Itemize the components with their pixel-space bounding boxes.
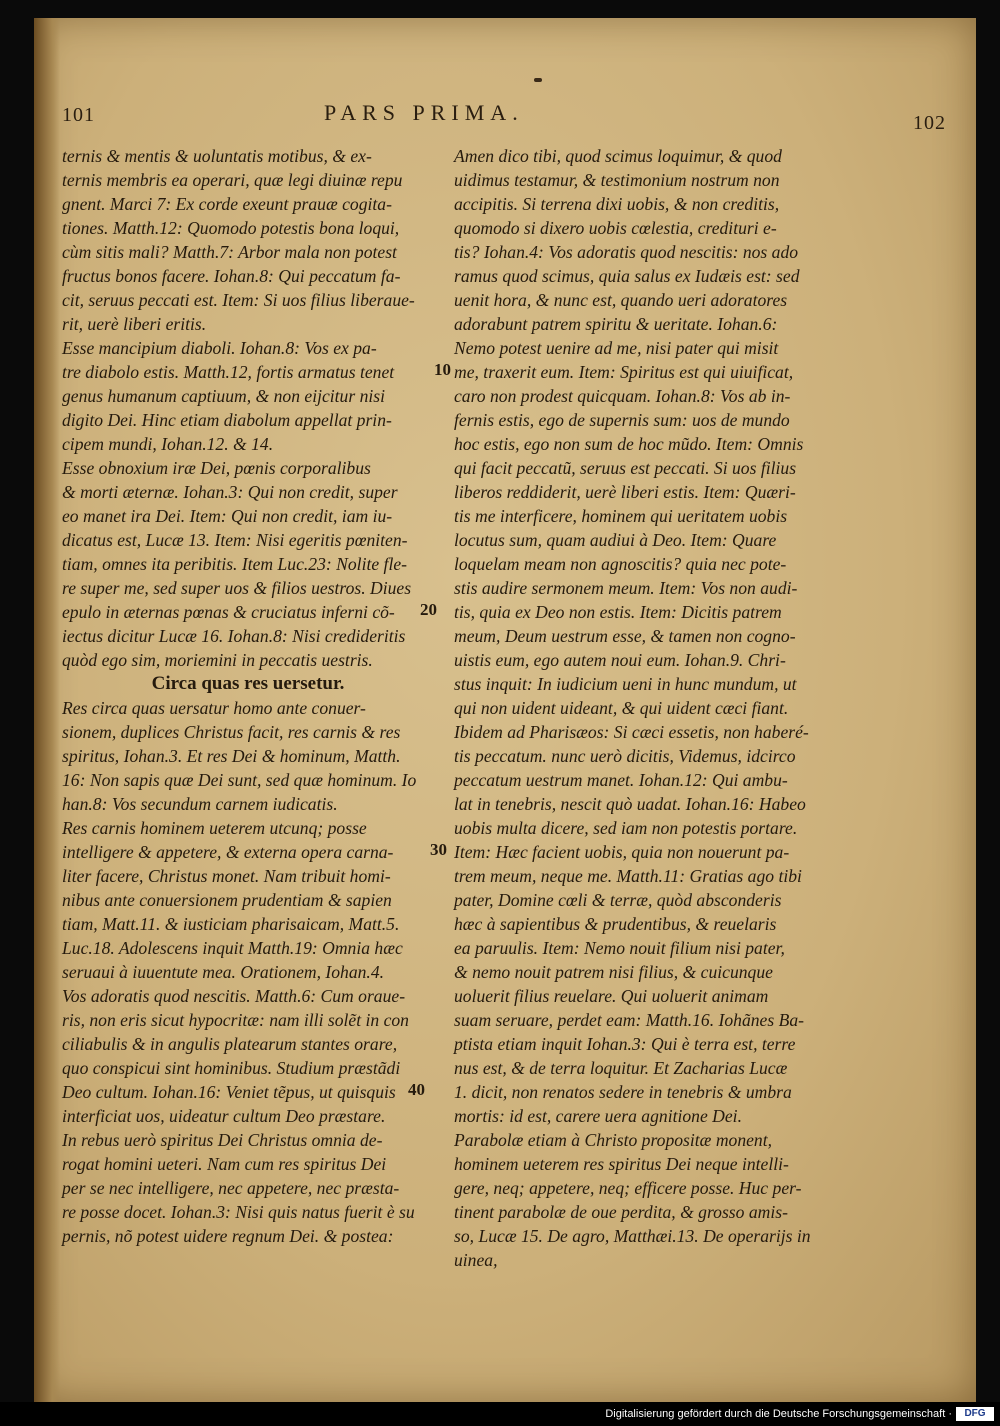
folio-number-right: 102 [913, 112, 946, 134]
text-line: re posse docet. Iohan.3: Nisi quis natus fuerit è su [62, 1202, 415, 1222]
text-line: cit, seruus peccati est. Item: Si uos filius liberaue- [62, 290, 415, 310]
text-line: quomodo si dixero uobis cœlestia, credituri e- [454, 218, 777, 238]
text-line: peccatum uestrum manet. Iohan.12: Qui ambu- [454, 770, 788, 790]
text-line: stus inquit: In iudicium ueni in hunc mundum, ut [454, 674, 797, 694]
text-line: ris, non eris sicut hypocritæ: nam illi solẽt in con [62, 1010, 409, 1030]
text-line: Deo cultum. Iohan.16: Veniet tẽpus, ut quisquis [62, 1082, 396, 1102]
line-number: 20 [420, 600, 437, 619]
text-line: tis, quia ex Deo non estis. Item: Dicitis patrem [454, 602, 782, 622]
text-line: iectus dicitur Lucæ 16. Iohan.8: Nisi credideritis [62, 626, 406, 646]
text-line: re super me, sed super uos & filios uestros. Diues [62, 578, 412, 598]
text-line: stis audire sermonem meum. Item: Vos non audi- [454, 578, 798, 598]
page-gutter-shadow [34, 18, 60, 1402]
text-line: nus est, & de terra loquitur. Et Zacharias Lucæ [454, 1058, 788, 1078]
text-line: Esse mancipium diaboli. Iohan.8: Vos ex pa- [62, 338, 377, 358]
text-line: suam seruare, perdet eam: Matth.16. Iohãnes Ba- [454, 1010, 805, 1030]
text-line: dicatus est, Lucæ 13. Item: Nisi egeritis pœniten- [62, 530, 408, 550]
text-line: so, Lucæ 15. De agro, Matthæi.13. De operarijs in [454, 1226, 811, 1246]
funding-credit: Digitalisierung gefördert durch die Deutsche Forschungsgemeinschaft · [605, 1408, 952, 1420]
text-line: meum, Deum uestrum esse, & tamen non cogno- [454, 626, 796, 646]
text-line: han.8: Vos secundum carnem iudicatis. [62, 794, 338, 814]
line-number: 40 [408, 1080, 425, 1099]
text-line: tre diabolo estis. Matth.12, fortis armatus tenet [62, 362, 395, 382]
text-line: interficiat uos, uideatur cultum Deo præstare. [62, 1106, 386, 1126]
text-line: fernis estis, ego de supernis sum: uos de mundo [454, 410, 790, 430]
text-line: adorabunt patrem spiritu & ueritate. Iohan.6: [454, 314, 778, 334]
text-line: liberos reddiderit, uerè liberi estis. Item: Quæri- [454, 482, 796, 502]
left-text-column [62, 144, 434, 1248]
text-line: ternis membris ea operari, quæ legi diuinæ repu [62, 170, 403, 190]
text-line: cùm sitis mali? Matth.7: Arbor mala non potest [62, 242, 397, 262]
text-line: ciliabulis & in angulis platearum stantes orare, [62, 1034, 398, 1054]
text-line: & morti æternæ. Iohan.3: Qui non credit, super [62, 482, 398, 502]
text-line: tis peccatum. nunc uerò dicitis, Videmus, idcirco [454, 746, 796, 766]
digitization-footer [0, 1402, 1000, 1426]
text-line: seruaui à iuuentute mea. Orationem, Iohan.4. [62, 962, 385, 982]
right-text-column [454, 144, 822, 1272]
text-line: Res circa quas uersatur homo ante conuer- [62, 698, 366, 718]
running-head: PARS PRIMA. [324, 100, 524, 125]
folio-number-left: 101 [62, 104, 95, 126]
text-line: eo manet ira Dei. Item: Qui non credit, iam iu- [62, 506, 393, 526]
text-line: tiam, Matt.11. & iusticiam pharisaicam, Matt.5. [62, 914, 400, 934]
text-line: hoc estis, ego non sum de hoc mũdo. Item: Omnis [454, 434, 804, 454]
left-paragraphs [62, 144, 434, 672]
text-line: uobis multa dicere, sed iam non potestis portare. [454, 818, 798, 838]
text-line: cipem mundi, Iohan.12. & 14. [62, 434, 274, 454]
text-line: me, traxerit eum. Item: Spiritus est qui uiuificat, [454, 362, 794, 382]
text-line: loquelam meam non agnoscitis? quia nec pote- [454, 554, 787, 574]
text-line: accipitis. Si terrena dixi uobis, & non creditis, [454, 194, 780, 214]
text-line: liter facere, Christus monet. Nam tribuit homi- [62, 866, 391, 886]
text-line: pater, Domine cœli & terræ, quòd absconderis [454, 890, 782, 910]
text-line: fructus bonos facere. Iohan.8: Qui peccatum fa- [62, 266, 401, 286]
text-line: rogat homini ueteri. Nam cum res spiritus Dei [62, 1154, 387, 1174]
line-number-margin [408, 144, 454, 1144]
text-line: ramus quod scimus, quia salus ex Iudæis est: sed [454, 266, 800, 286]
section-subheading: Circa quas res uersetur. [151, 673, 345, 694]
text-line: intelligere & appetere, & externa opera carna- [62, 842, 394, 862]
text-line: uinea, [454, 1250, 498, 1270]
text-line: nibus ante conuersionem prudentiam & sapien [62, 890, 392, 910]
text-line: Ibidem ad Pharisæos: Si cæci essetis, non haberé- [454, 722, 809, 742]
text-line: gere, neq; appetere, neq; efficere posse. Huc per- [454, 1178, 802, 1198]
text-line: caro non prodest quicquam. Iohan.8: Vos ab in- [454, 386, 791, 406]
text-line: sionem, duplices Christus facit, res carnis & res [62, 722, 401, 742]
text-line: Luc.18. Adolescens inquit Matth.19: Omnia hæc [62, 938, 403, 958]
text-line: tis me interficere, hominem qui ueritatem uobis [454, 506, 788, 526]
text-line: digito Dei. Hinc etiam diabolum appellat prin- [62, 410, 392, 430]
text-line: Nemo potest uenire ad me, nisi pater qui misit [454, 338, 779, 358]
text-line: & nemo nouit patrem nisi filius, & cuicunque [454, 962, 773, 982]
text-line: ternis & mentis & uoluntatis motibus, & ex- [62, 146, 372, 166]
text-line: In rebus uerò spiritus Dei Christus omnia de- [62, 1130, 383, 1150]
page-header [62, 100, 946, 134]
text-line: tiones. Matth.12: Quomodo potestis bona loqui, [62, 218, 400, 238]
line-number: 30 [430, 840, 447, 859]
dfg-logo: DFG [956, 1407, 994, 1421]
text-line: uenit hora, & nunc est, quando ueri adoratores [454, 290, 788, 310]
text-line: quòd ego sim, moriemini in peccatis uestris. [62, 650, 373, 670]
text-line: qui non uident uideant, & qui uident cæci fiant. [454, 698, 789, 718]
text-line: 1. dicit, non renatos sedere in tenebris & umbra [454, 1082, 792, 1102]
text-line: Res carnis hominem ueterem utcunq; posse [62, 818, 367, 838]
text-line: qui facit peccatũ, seruus est peccati. Si uos filius [454, 458, 797, 478]
text-line: ptista etiam inquit Iohan.3: Qui è terra est, terre [454, 1034, 796, 1054]
text-line: Parabolæ etiam à Christo propositæ monent, [454, 1130, 773, 1150]
text-line: uidimus testamur, & testimonium nostrum non [454, 170, 780, 190]
text-line: 16: Non sapis quæ Dei sunt, sed quæ hominum. Io [62, 770, 417, 790]
text-line: lat in tenebris, nescit quò uadat. Iohan.16: Habeo [454, 794, 806, 814]
text-line: pernis, nõ potest uidere regnum Dei. & postea: [62, 1226, 394, 1246]
text-line: rit, uerè liberi eritis. [62, 314, 207, 334]
text-line: uistis eum, ego autem noui eum. Iohan.9. Chri- [454, 650, 786, 670]
text-line: hæc à sapientibus & prudentibus, & reuelaris [454, 914, 777, 934]
text-line: mortis: id est, carere uera agnitione Dei. [454, 1106, 742, 1126]
text-line: hominem ueterem res spiritus Dei neque intelli- [454, 1154, 789, 1174]
text-line: uoluerit filius reuelare. Qui uoluerit animam [454, 986, 769, 1006]
text-line: tiam, omnes ita peribitis. Item Luc.23: Nolite fle- [62, 554, 407, 574]
text-line: trem meum, neque me. Matth.11: Gratias ago tibi [454, 866, 802, 886]
line-number: 10 [434, 360, 451, 379]
text-line: Esse obnoxium iræ Dei, pœnis corporalibus [62, 458, 371, 478]
text-line: spiritus, Iohan.3. Et res Dei & hominum, Matth. [62, 746, 401, 766]
ink-mark [534, 78, 542, 82]
text-line: tis? Iohan.4: Vos adoratis quod nescitis: nos ado [454, 242, 799, 262]
text-line: ea paruulis. Item: Nemo nouit filium nisi pater, [454, 938, 785, 958]
text-line: tinent parabolæ de oue perdita, & grosso amis- [454, 1202, 788, 1222]
book-page-scan [34, 18, 976, 1402]
text-line: Item: Hæc facient uobis, quia non nouerunt pa- [454, 842, 790, 862]
text-line: epulo in æternas pœnas & cruciatus inferni cõ- [62, 602, 395, 622]
text-line: per se nec intelligere, nec appetere, nec præsta- [62, 1178, 400, 1198]
text-line: gnent. Marci 7: Ex corde exeunt prauæ cogita- [62, 194, 392, 214]
text-line: quo conspicui sint hominibus. Studium præstãdi [62, 1058, 401, 1078]
left-paragraphs-continued [62, 696, 434, 1248]
text-line: Vos adoratis quod nescitis. Matth.6: Cum oraue- [62, 986, 406, 1006]
text-line: genus humanum captiuum, & non eijcitur nisi [62, 386, 386, 406]
text-line: locutus sum, quam audiui à Deo. Item: Quare [454, 530, 777, 550]
text-line: Amen dico tibi, quod scimus loquimur, & quod [454, 146, 782, 166]
